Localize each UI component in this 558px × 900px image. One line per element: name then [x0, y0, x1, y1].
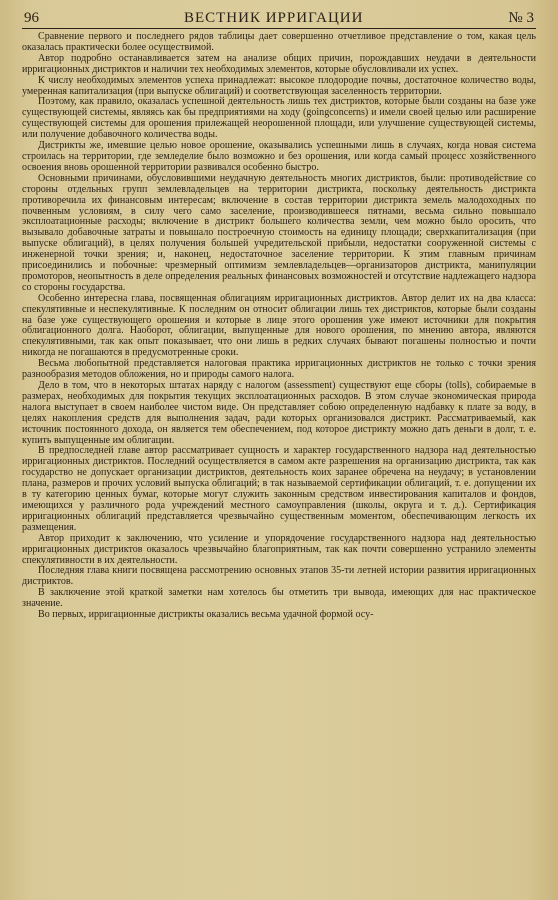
- paragraph: Последняя глава книги посвящена рассмотрению основных этапов 35-ти летней истории развития ирригационных дистриктов.: [22, 565, 536, 588]
- paragraph: Автор подробно останавливается затем на анализе общих причин, порождавших неудачи в деятельности ирригационных дистриктов и наличии тех необходимых элементов, которые обусловливали их успех.: [22, 52, 536, 75]
- paragraph: В заключение этой краткой заметки нам хотелось бы отметить три вывода, имеющих для нас практическое значение.: [22, 587, 536, 610]
- paragraph: В предпоследней главе автор рассматривает сущность и характер государственного надзора над деятельностью ирригационных дистриктов. Последний осуществляется в самом акте разрешения на организацию дистрикта, так как государство не допускает организации дистриктов, деятельность коих заранее обречена на неудачу; в установлении плана, размеров и прочих условий выпуска облигаций; в так называемой сертификации облигаций, т. е. допущении их в ту категорию ценных бумаг, которые могут служить законным средством инвестирования капиталов и фондов, имеющихся у различного рода учреждений местного самоуправления (школы, округа и т. д.). Сертификация ирригационных облигаций представляется чрезвычайно существенным моментом, обеспечивающим легкость их размещения.: [22, 445, 536, 533]
- journal-title: ВЕСТНИК ИРРИГАЦИИ: [183, 10, 364, 26]
- paragraph: Особенно интересна глава, посвященная облигациям ирригационных дистриктов. Автор делит их на два класса: спекулятивные и неспекулятивные. К последним он относит облигации лишь тех дистриктов, которые были созданы на базе уже существующего орошения и которые в лице этого орошения уже имеют источники для покрытия облигационного долга. Наоборот, облигации, выпущенные для нового орошения, по мнению автора, являются спекулятивными, так как опыт показывает, что они лишь в редких случаях бывают погашены полностью и почти никогда не погашаются в предусмотренные сроки.: [22, 292, 536, 359]
- paragraph: Автор приходит к заключению, что усиление и упорядочение государственного надзора над деятельностью ирригационных дистриктов оказалось чрезвычайно благоприятным, так как почти совершенно устранило элементы спекулятивности в их деятельности.: [22, 532, 536, 566]
- page-number: 96: [24, 10, 39, 26]
- page-header: [22, 10, 536, 29]
- paragraph: Весьма любопытной представляется налоговая практика ирригационных дистриктов не только с точки зрения разнообразия методов обложения, но и природы самого налога.: [22, 358, 536, 381]
- paragraph: К числу необходимых элементов успеха принадлежат: высокое плодородие почвы, достаточное количество воды, умеренная капитализация (при выпуске облигаций) и соответствующая заселенность территории.: [22, 74, 536, 97]
- paragraph: Дело в том, что в некоторых штатах наряду с налогом (assessment) существуют еще сборы (tolls), собираемые в размерах, необходимых для покрытия текущих эксплоатационных расходов. В этом случае экономическая природа налога выступает в своем наиболее чистом виде. Он представляет собою определенную надбавку к плате за воду, в целях накопления средств для выполнения задач, ради которых организовался дистрикт. Рассматриваемый, как источник постоянного дохода, он является тем обеспечением, под которое дистрикту можно дать деньги в долг, т. е. купить выпущенные им облигации.: [22, 380, 536, 446]
- issue-number: № 3: [508, 10, 534, 26]
- paragraph: Поэтому, как правило, оказалась успешной деятельность лишь тех дистриктов, которые были созданы на базе уже существующей системы, являясь как бы предприятиями на ходу (goingconcerns) и имели своей целью или расширение существующей системы для орошения прилежащей неорошенной площади, или улучшение существующей системы, или получение добавочного количества воды.: [22, 96, 536, 141]
- paragraph: Основными причинами, обусловившими неудачную деятельность многих дистриктов, были: противодействие со стороны отдельных групп землевладельцев на территории дистрикта, поскольку деятельность дистрикта противоречила их финансовым интересам; включение в состав территории дистрикта земель малодоходных по почвенным условиям, в силу чего само заселение, производившееся пятнами, весьма сильно повышало эксплоатационные расходы; включение в дистрикт большего количества земли, чем можно было оросить, что вызывало добавочные затраты и повышало построечную стоимость на единицу площади; сверхкапитализация (при выпуске облигаций), в целях получения большей учредительской прибыли, недостатки сооруженной системы с инженерной точки зрения; и, наконец, недостаточное заселение территории. К этим главным причинам присоединились и побочные: чрезмерный оптимизм землевладельцев—организаторов дистрикта, манипуляции промоторов, неопытность в деле определения реальных финансовых возможностей и отсутствие надлежащего надзора со стороны государства.: [22, 172, 536, 293]
- paragraph: Сравнение первого и последнего рядов таблицы дает совершенно отчетливое представление о том, какая цель оказалась практически более осуществимой.: [22, 31, 536, 53]
- article-body: [22, 32, 536, 621]
- paragraph: Во первых, ирригационные дистрикты оказались весьма удачной формой осу-: [38, 609, 374, 621]
- paragraph: Дистрикты же, имевшие целью новое орошение, оказывались успешными лишь в случаях, когда новая система строилась на территории, где земледелие было возможно и без орошения, или когда самый процесс хозяйственного освоения вновь орошенной территории развивался особенно быстро.: [22, 140, 536, 173]
